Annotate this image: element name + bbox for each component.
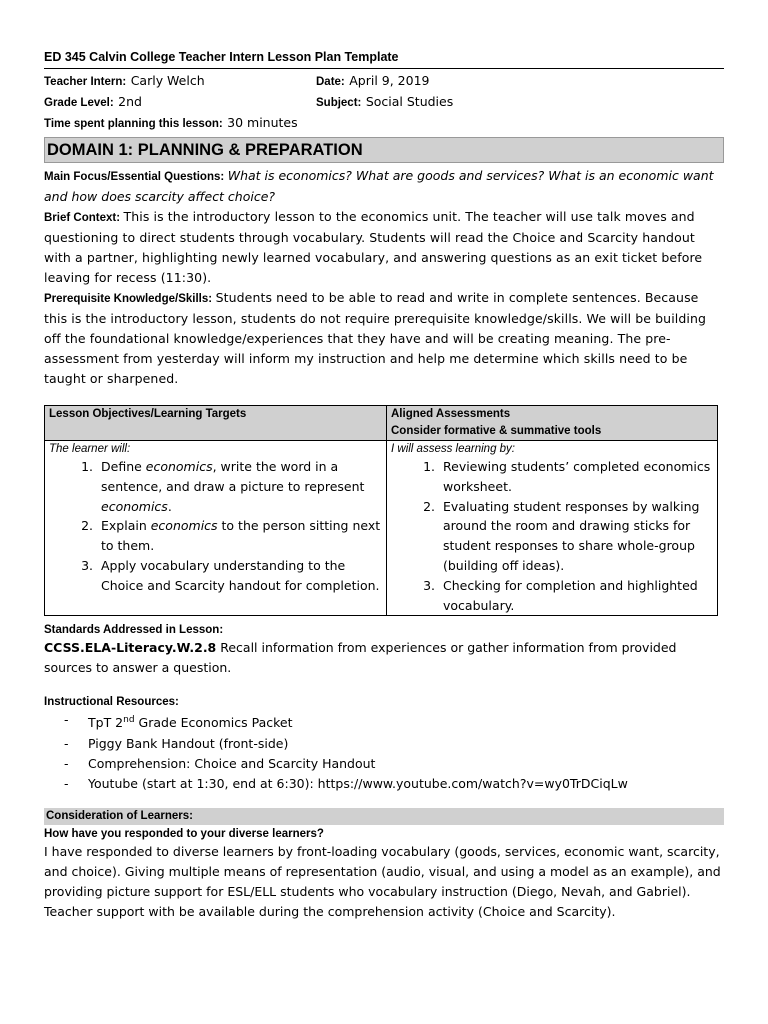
objective-text: to the person sitting next to them. xyxy=(101,518,381,554)
objectives-header-cell xyxy=(45,406,387,441)
resource-superscript: nd xyxy=(123,715,135,726)
resources-section xyxy=(44,694,724,793)
resource-text: Youtube (start at 1:30, end at 6:30): https://www.youtube.com/watch?v=wy0TrDCiqLw xyxy=(88,775,628,791)
resource-text: Piggy Bank Handout (front-side) xyxy=(88,735,289,751)
objectives-cell xyxy=(45,441,387,616)
domain-heading: DOMAIN 1: PLANNING & PREPARATION xyxy=(44,137,724,163)
standards-label: Standards Addressed in Lesson: xyxy=(44,624,224,637)
brief-context-text: This is the introductory lesson to the economics unit. The teacher will use talk moves and questioning to direct students through vocabulary. Students will read the Choice and Scarcity handout with a partner, highlighting newly learned vocabulary, and answering questions as an exit ticket before leaving for recess (11:30). xyxy=(44,209,703,285)
subject-value: Social Studies xyxy=(365,94,454,109)
prerequisite-text: Students need to be able to read and write in complete sentences. Because this is the introductory lesson, students do not require prerequisite knowledge/skills. We will be building off the foundational knowledge/experiences that they have and will be creating meaning. The pre-assessment from yesterday will inform my instruction and help me determine which skills need to be taught or sharpened. xyxy=(44,290,707,386)
resource-text: TpT 2 xyxy=(88,715,124,731)
assessments-intro: I will assess learning by: xyxy=(391,443,515,455)
main-focus xyxy=(44,166,724,207)
resource-text: Grade Economics Packet xyxy=(134,715,293,731)
header-row-2 xyxy=(44,90,724,111)
header-row-3 xyxy=(44,111,724,132)
standards-code: CCSS.ELA-Literacy.W.2.8 xyxy=(44,640,217,656)
objective-text: . xyxy=(167,498,172,514)
standards-text-block xyxy=(44,638,724,678)
assessments-subheader: Consider formative & summative tools xyxy=(391,425,602,437)
objective-emphasis: economics xyxy=(145,459,213,474)
document-title: ED 345 Calvin College Teacher Intern Lesson Plan Template xyxy=(44,50,399,64)
resource-text: Comprehension: Choice and Scarcity Handout xyxy=(88,755,376,771)
brief-context-label: Brief Context: xyxy=(44,212,121,224)
date-value: April 9, 2019 xyxy=(349,73,430,88)
objectives-list xyxy=(49,457,382,596)
list-item xyxy=(97,556,382,596)
list-item: 3. Checking for completion and highlighted vocabulary. xyxy=(439,576,713,616)
assessments-header: Aligned Assessments xyxy=(391,408,511,420)
list-item: 1. Reviewing students’ completed economics worksheet. xyxy=(439,457,713,497)
list-item: - Comprehension: Choice and Scarcity Handout xyxy=(64,755,376,771)
standards-text: Recall information from experiences or gather information from provided sources to answer a question. xyxy=(44,640,677,676)
objective-emphasis: economics xyxy=(101,498,168,514)
objectives-intro: The learner will: xyxy=(49,443,131,455)
learners-question: How have you responded to your diverse learners? xyxy=(44,827,324,840)
list-item xyxy=(97,457,382,516)
objective-text: Explain xyxy=(101,518,151,534)
learners-text: I have responded to diverse learners by front-loading vocabulary (goods, services, economic want, scarcity, and choice). Giving multiple means of representation (audio, visual, and using a model as an example), and providing picture support for ESL/ELL students who vocabulary instruction (Diego, Nevah, and Gabriel). Teacher support with be available during the comprehension activity (Choice and Scarcity). xyxy=(44,843,721,919)
teacher-label: Teacher Intern: xyxy=(44,76,127,88)
resources-label: Instructional Resources: xyxy=(44,696,179,709)
header-row-1 xyxy=(44,69,724,90)
prerequisite-label: Prerequisite Knowledge/Skills: xyxy=(44,293,213,305)
standards-section xyxy=(44,622,724,678)
learners-bar: Consideration of Learners: xyxy=(44,808,724,825)
grade-label: Grade Level: xyxy=(44,97,114,109)
grade-value: 2nd xyxy=(118,94,142,109)
list-item: - Piggy Bank Handout (front-side) xyxy=(64,735,289,751)
objectives-table xyxy=(44,405,718,616)
list-item: - TpT 2nd Grade Economics Packet xyxy=(64,712,293,731)
objectives-header: Lesson Objectives/Learning Targets xyxy=(49,408,247,420)
resources-list xyxy=(44,710,724,793)
time-label: Time spent planning this lesson: xyxy=(44,118,223,130)
brief-context xyxy=(44,207,724,288)
objective-text: , write the word in a sentence, and draw a picture to represent xyxy=(101,459,365,494)
objectives-table-body xyxy=(45,441,718,616)
list-item xyxy=(97,516,382,556)
time-value: 30 minutes xyxy=(227,115,298,130)
lesson-plan-page xyxy=(44,48,724,922)
objectives-table-header xyxy=(45,406,718,441)
prerequisite xyxy=(44,288,724,389)
assessments-cell xyxy=(387,441,718,616)
list-item: 2. Evaluating student responses by walking around the room and drawing sticks for student responses to share whole-group (building off ideas). xyxy=(439,497,713,576)
main-focus-label: Main Focus/Essential Questions: xyxy=(44,171,225,183)
date-label: Date: xyxy=(316,76,345,88)
objective-text: Apply vocabulary understanding to the Choice and Scarcity handout for completion. xyxy=(101,557,380,593)
main-focus-text: What is economics? What are goods and services? What is an economic want and how does scarcity affect choice? xyxy=(44,168,714,204)
assessments-header-cell xyxy=(387,406,718,441)
list-item: - Youtube (start at 1:30, end at 6:30): https://www.youtube.com/watch?v=wy0TrDCiqLw xyxy=(64,775,628,791)
subject-label: Subject: xyxy=(316,97,362,109)
objective-text: Define xyxy=(101,459,146,474)
teacher-value: Carly Welch xyxy=(130,73,205,88)
objective-emphasis: economics xyxy=(150,518,218,534)
assessments-list xyxy=(391,457,713,615)
